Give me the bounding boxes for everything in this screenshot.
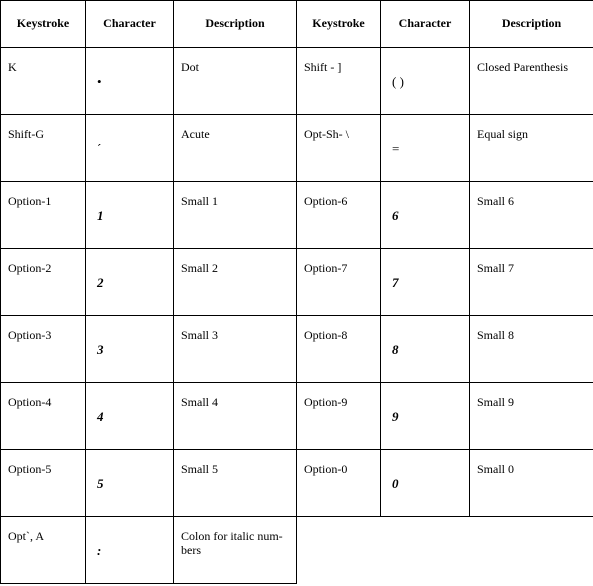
description-cell: Small 6 — [470, 182, 593, 249]
character-cell — [86, 249, 174, 316]
character-glyph: • — [97, 74, 102, 89]
header-description-1: Description — [174, 1, 297, 48]
character-glyph: 2 — [97, 275, 104, 290]
character-cell — [381, 249, 470, 316]
character-glyph: 8 — [392, 342, 399, 357]
character-cell — [86, 316, 174, 383]
keystroke-cell: Opt-Sh- \ — [297, 115, 381, 182]
table-row — [1, 316, 593, 383]
character-cell — [381, 115, 470, 182]
keystroke-cell: Option-8 — [297, 316, 381, 383]
character-glyph: 5 — [97, 476, 104, 491]
character-glyph: 3 — [97, 342, 104, 357]
description-cell: Small 3 — [174, 316, 297, 383]
description-cell: Small 5 — [174, 450, 297, 517]
keystroke-cell: Option-7 — [297, 249, 381, 316]
empty-cell — [297, 517, 381, 584]
character-glyph: 4 — [97, 409, 104, 424]
description-cell: Acute — [174, 115, 297, 182]
description-cell: Colon for italic num-bers — [174, 517, 297, 584]
description-cell: Small 0 — [470, 450, 593, 517]
character-cell — [86, 517, 174, 584]
table-row — [1, 450, 593, 517]
keystroke-cell: Shift - ] — [297, 48, 381, 115]
table-row — [1, 182, 593, 249]
table-row — [1, 249, 593, 316]
character-cell — [86, 383, 174, 450]
description-cell: Small 1 — [174, 182, 297, 249]
character-glyph: 9 — [392, 409, 399, 424]
character-glyph: = — [392, 141, 400, 156]
keystroke-cell: Option-9 — [297, 383, 381, 450]
description-cell: Small 2 — [174, 249, 297, 316]
character-glyph: 1 — [97, 208, 104, 223]
table-row — [1, 48, 593, 115]
header-keystroke-2: Keystroke — [297, 1, 381, 48]
character-cell — [86, 450, 174, 517]
description-cell: Small 7 — [470, 249, 593, 316]
table-row — [1, 517, 593, 584]
description-cell: Equal sign — [470, 115, 593, 182]
character-glyph: 7 — [392, 275, 399, 290]
keystroke-cell: Shift-G — [1, 115, 86, 182]
character-cell — [86, 48, 174, 115]
keystroke-cell: Option-4 — [1, 383, 86, 450]
keystroke-cell: Option-5 — [1, 450, 86, 517]
description-cell: Small 9 — [470, 383, 593, 450]
description-cell: Small 4 — [174, 383, 297, 450]
header-keystroke-1: Keystroke — [1, 1, 86, 48]
keystroke-cell: Option-3 — [1, 316, 86, 383]
description-cell: Dot — [174, 48, 297, 115]
character-cell — [381, 182, 470, 249]
character-cell — [86, 115, 174, 182]
character-cell — [381, 383, 470, 450]
keystroke-cell: K — [1, 48, 86, 115]
keystroke-cell: Option-1 — [1, 182, 86, 249]
keystroke-cell: Option-6 — [297, 182, 381, 249]
table-row — [1, 383, 593, 450]
description-cell: Small 8 — [470, 316, 593, 383]
keystroke-cell: Opt`, A — [1, 517, 86, 584]
empty-cell — [381, 517, 470, 584]
character-glyph: : — [97, 543, 102, 558]
header-character-2: Character — [381, 1, 470, 48]
character-cell — [381, 316, 470, 383]
character-glyph: 0 — [392, 476, 399, 491]
empty-cell — [470, 517, 593, 584]
character-glyph: ´ — [97, 141, 102, 156]
keystroke-cell: Option-2 — [1, 249, 86, 316]
description-cell: Closed Parenthesis — [470, 48, 593, 115]
table-row — [1, 115, 593, 182]
header-description-2: Description — [470, 1, 593, 48]
character-cell — [381, 48, 470, 115]
keystroke-cell: Option-0 — [297, 450, 381, 517]
character-cell — [86, 182, 174, 249]
character-glyph: 6 — [392, 208, 399, 223]
character-cell — [381, 450, 470, 517]
character-glyph: ( ) — [392, 74, 404, 89]
header-character-1: Character — [86, 1, 174, 48]
header-row — [1, 1, 593, 48]
